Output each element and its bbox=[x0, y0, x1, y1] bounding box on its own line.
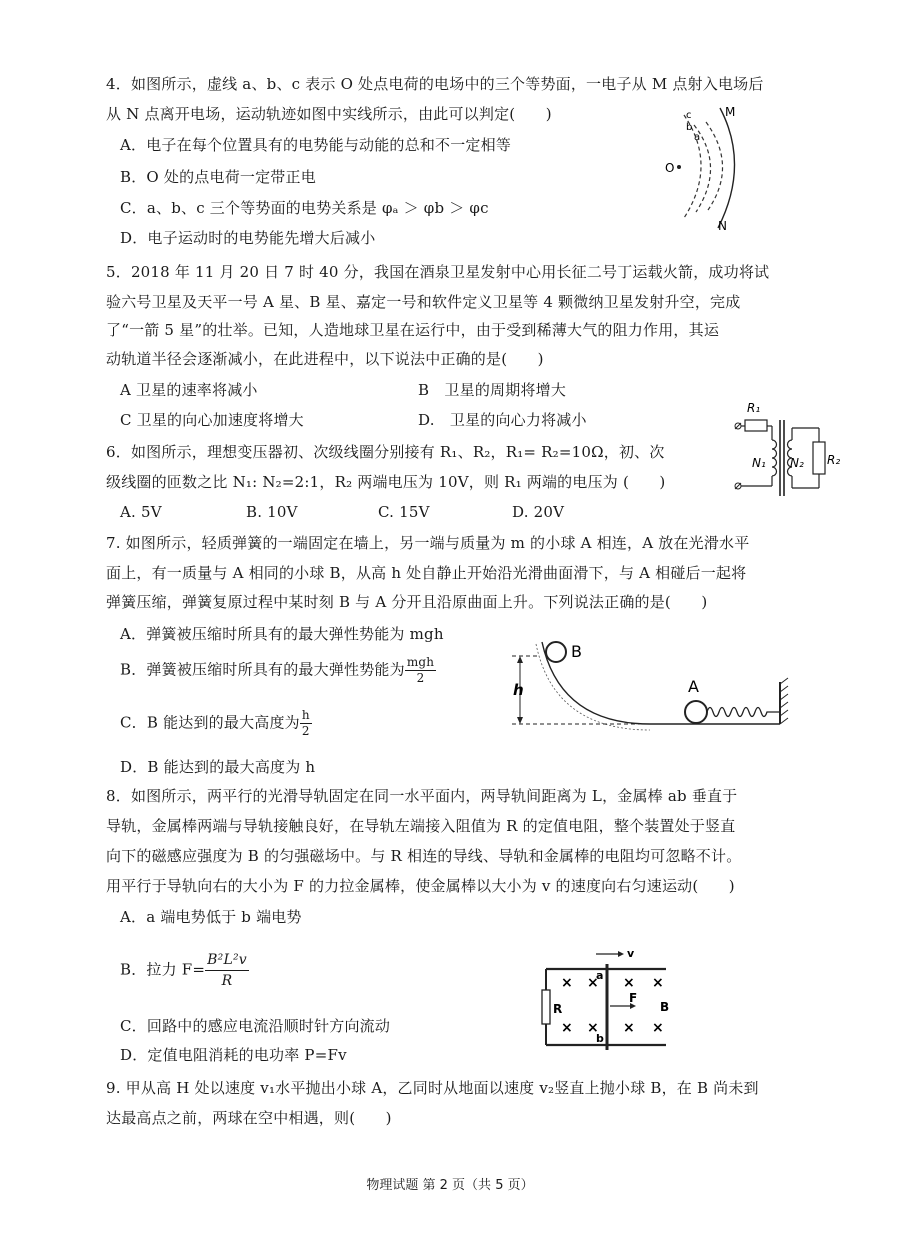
q5-option-a: A 卫星的速率将减小 bbox=[120, 381, 258, 399]
q6-option-c: C. 15V bbox=[378, 503, 430, 521]
q8-option-c: C．回路中的感应电流沿顺时针方向流动 bbox=[120, 1017, 391, 1035]
q4-option-c: C．a、b、c 三个等势面的电势关系是 φₐ ＞ φb ＞ φc bbox=[120, 199, 489, 217]
q7-stem-line2: 面上，有一质量与 A 相同的小球 B，从高 h 处自静止开始沿光滑曲面滑下，与 A 相碰后一起将 bbox=[106, 564, 747, 582]
q4-option-a: A．电子在每个位置具有的电势能与动能的总和不一定相等 bbox=[120, 136, 512, 154]
q4-label-n: N bbox=[718, 219, 727, 233]
q7-option-d: D．B 能达到的最大高度为 h bbox=[120, 758, 316, 776]
q9-stem-line2: 达最高点之前，两球在空中相遇，则( ) bbox=[106, 1109, 392, 1127]
q9-stem-line1: 9. 甲从高 H 处以速度 v₁水平抛出小球 A，乙同时从地面以速度 v₂竖直上抛小球 B，在 B 尚未到 bbox=[106, 1079, 759, 1097]
q7-option-c bbox=[120, 708, 312, 739]
q4-stem-line1: 4．如图所示，虚线 a、b、c 表示 O 处点电荷的电场中的三个等势面，一电子从 M 点射入电场后 bbox=[106, 75, 764, 93]
q6-stem-line1: 6．如图所示，理想变压器初、次级线圈分别接有 R₁、R₂，R₁= R₂=10Ω，初、次 bbox=[106, 443, 665, 461]
q8-stem-line2: 导轨，金属棒两端与导轨接触良好，在导轨左端接入阻值为 R 的定值电阻，整个装置处于竖直 bbox=[106, 817, 736, 835]
q8-label-b: b bbox=[596, 1032, 604, 1045]
q8-rail-figure bbox=[536, 942, 676, 1052]
q6-option-b: B. 10V bbox=[246, 503, 298, 521]
q8-label-f: F bbox=[629, 991, 638, 1005]
q8-option-a: A．a 端电势低于 b 端电势 bbox=[120, 908, 302, 926]
q7-stem-line3: 弹簧压缩，弹簧复原过程中某时刻 B 与 A 分开且沿原曲面上升。下列说法正确的是( ) bbox=[106, 593, 708, 611]
field-cross: × bbox=[561, 1020, 573, 1036]
q6-label-n1: N₁ bbox=[752, 456, 766, 470]
q7-option-c-numerator: h bbox=[301, 708, 310, 722]
q7-ramp-figure bbox=[500, 632, 800, 740]
q8-option-b-text: B．拉力 F= bbox=[120, 960, 206, 979]
q8-option-b-denominator: R bbox=[221, 973, 233, 989]
q7-option-b-denominator: 2 bbox=[416, 671, 425, 685]
field-cross: × bbox=[587, 1020, 599, 1036]
q7-option-c-fraction bbox=[300, 708, 312, 739]
q5-option-d: D. 卫星的向心力将减小 bbox=[418, 411, 587, 429]
q4-label-m: M bbox=[725, 105, 736, 119]
q8-option-b bbox=[120, 950, 249, 991]
q7-label-a: A bbox=[688, 677, 699, 696]
q8-option-d: D．定值电阻消耗的电功率 P=Fv bbox=[120, 1046, 347, 1064]
q7-label-h: h bbox=[513, 681, 524, 699]
q6-option-d: D. 20V bbox=[512, 503, 565, 521]
q6-label-n2: N₂ bbox=[790, 456, 804, 470]
q7-option-b-fraction bbox=[405, 655, 436, 686]
q5-option-c: C 卫星的向心加速度将增大 bbox=[120, 411, 304, 429]
q5-stem-line2: 验六号卫星及天平一号 A 星、B 星、嘉定一号和软件定义卫星等 4 颗微纳卫星发射升空，完成 bbox=[106, 293, 741, 311]
q4-option-b: B．O 处的点电荷一定带正电 bbox=[120, 168, 316, 186]
q4-label-o: O bbox=[665, 161, 675, 175]
q5-stem-line4: 动轨道半径会逐渐减小，在此进程中，以下说法中正确的是( ) bbox=[106, 350, 544, 368]
q6-transformer-figure bbox=[700, 398, 850, 516]
field-cross: × bbox=[652, 975, 664, 991]
q6-option-a: A. 5V bbox=[120, 503, 162, 521]
field-cross: × bbox=[561, 975, 573, 991]
page-footer: 物理试题 第 2 页（共 5 页） bbox=[366, 1178, 534, 1193]
q5-stem-line1: 5．2018 年 11 月 20 日 7 时 40 分，我国在酒泉卫星发射中心用长征二号丁运载火箭，成功将试 bbox=[106, 263, 770, 281]
q7-stem-line1: 7. 如图所示，轻质弹簧的一端固定在墙上，另一端与质量为 m 的小球 A 相连，A 放在光滑水平 bbox=[106, 534, 750, 552]
field-cross: × bbox=[652, 1020, 664, 1036]
q5-option-b: B 卫星的周期将增大 bbox=[418, 381, 567, 399]
q5-stem-line3: 了“一箭 5 星”的壮举。已知，人造地球卫星在运行中，由于受到稀薄大气的阻力作用，其运 bbox=[106, 321, 720, 339]
q4-field-figure bbox=[660, 100, 750, 235]
field-cross: × bbox=[623, 975, 635, 991]
q8-label-a: a bbox=[596, 969, 604, 982]
field-cross: × bbox=[623, 1020, 635, 1036]
q7-option-b bbox=[120, 655, 436, 686]
field-cross: × bbox=[587, 975, 599, 991]
q4-label-a: a bbox=[694, 132, 701, 143]
q8-label-r: R bbox=[553, 1002, 563, 1016]
q7-option-a: A．弹簧被压缩时所具有的最大弹性势能为 mgh bbox=[120, 625, 444, 643]
q4-stem-line2: 从 N 点离开电场，运动轨迹如图中实线所示，由此可以判定( ) bbox=[106, 105, 552, 123]
q4-label-c: c bbox=[686, 110, 692, 121]
q8-label-v: v bbox=[627, 947, 635, 960]
q6-label-r1: R₁ bbox=[747, 401, 761, 415]
q8-option-b-fraction bbox=[205, 950, 249, 991]
q8-stem-line3: 向下的磁感应强度为 B 的匀强磁场中。与 R 相连的导线、导轨和金属棒的电阻均可忽略不计。 bbox=[106, 847, 742, 865]
q7-option-c-denominator: 2 bbox=[301, 724, 310, 738]
q4-option-d: D．电子运动时的电势能先增大后减小 bbox=[120, 229, 376, 247]
q7-option-c-text: C．B 能达到的最大高度为 bbox=[120, 713, 300, 732]
q7-label-b: B bbox=[571, 642, 582, 661]
q7-option-b-numerator: mgh bbox=[406, 655, 435, 669]
q6-label-r2: R₂ bbox=[827, 453, 841, 467]
q7-option-b-text: B．弹簧被压缩时所具有的最大弹性势能为 bbox=[120, 660, 405, 679]
q6-stem-line2: 级线圈的匝数之比 N₁: N₂=2:1，R₂ 两端电压为 10V，则 R₁ 两端的电压为 ( ) bbox=[106, 473, 666, 491]
q8-stem-line4: 用平行于导轨向右的大小为 F 的力拉金属棒，使金属棒以大小为 v 的速度向右匀速运动( ) bbox=[106, 877, 735, 895]
q8-label-field: B bbox=[660, 1000, 670, 1014]
q8-option-b-numerator: B²L²v bbox=[205, 950, 249, 971]
q8-stem-line1: 8．如图所示，两平行的光滑导轨固定在同一水平面内，两导轨间距离为 L，金属棒 ab 垂直于 bbox=[106, 787, 738, 805]
q4-label-b: b bbox=[686, 122, 693, 133]
